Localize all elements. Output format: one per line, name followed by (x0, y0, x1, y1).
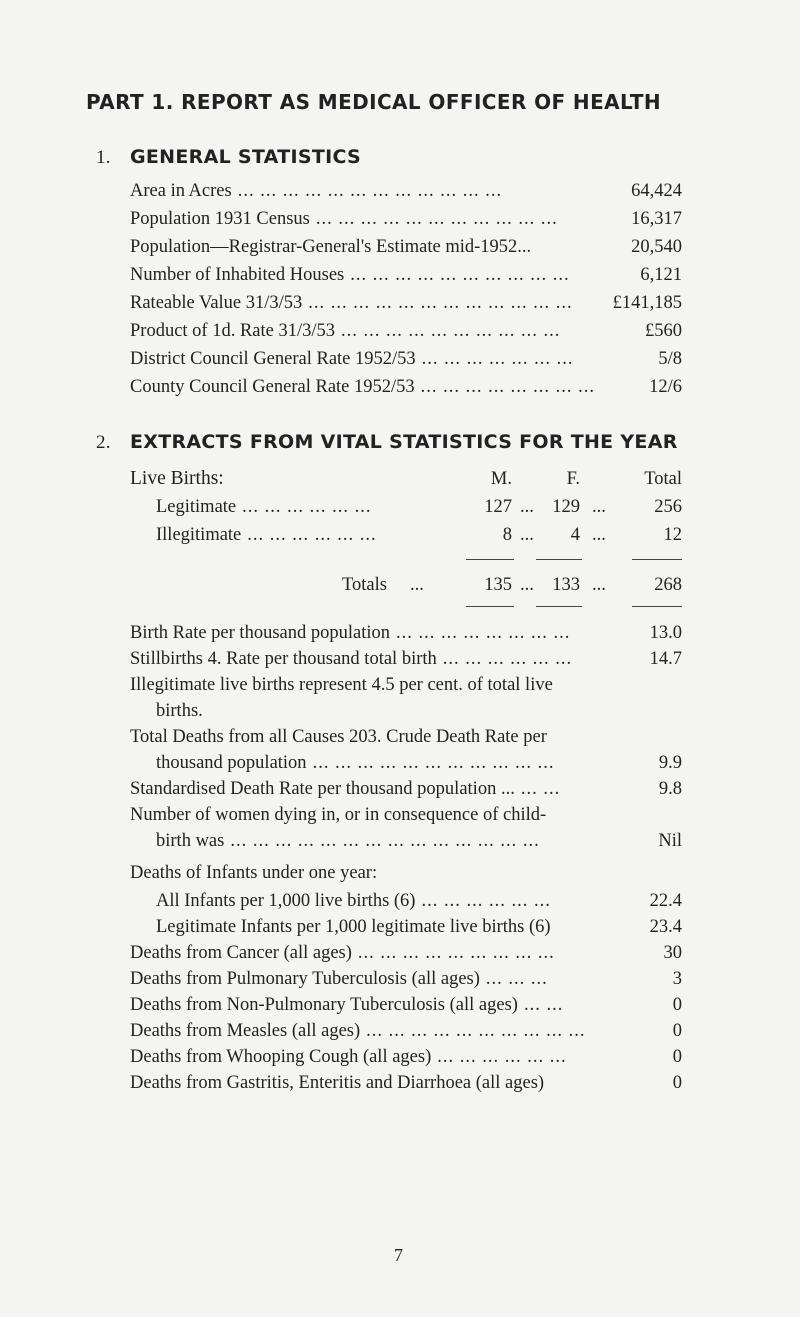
stat-row-county-rate (130, 374, 682, 400)
stat-label: Population—Registrar-General's Estimate mid-1952... (130, 237, 532, 257)
births-totals-label: Totals (342, 575, 387, 595)
stat-value: £560 (645, 321, 682, 341)
cancer-deaths-label: Deaths from Cancer (all ages) (130, 943, 352, 963)
illegitimate-percent-line-1: Illegitimate live births represent 4.5 per cent. of total live (130, 675, 553, 695)
sum-rule (466, 559, 514, 560)
leader-dots (544, 1070, 669, 1096)
non-pulmonary-tb-row (130, 992, 682, 1018)
stat-row-district-rate (130, 346, 682, 372)
all-infants-label: All Infants per 1,000 live births (6) (156, 891, 416, 911)
pulmonary-tb-label: Deaths from Pulmonary Tuberculosis (all ages) (130, 969, 480, 989)
whooping-cough-value: 0 (672, 1047, 682, 1067)
stat-label: County Council General Rate 1952/53 (130, 377, 415, 397)
leader-dots: ... ... ... ... ... ... (437, 1047, 567, 1067)
sum-rule (632, 606, 682, 607)
leader-dots: ... ... ... ... ... ... ... (421, 349, 574, 369)
leader-dots: ... ... ... ... ... ... (421, 891, 551, 911)
stat-row-product-rate (130, 318, 682, 344)
births-illegitimate-label-row (156, 522, 464, 548)
birth-rate-row (130, 620, 682, 646)
births-illegitimate-total: 12 (663, 525, 682, 545)
births-totals-total: 268 (654, 575, 682, 595)
stat-value: 16,317 (631, 209, 682, 229)
col-header-m: M. (490, 469, 512, 489)
live-births-label: Live Births: (130, 468, 224, 489)
leader-dots: ... ... ... (485, 969, 548, 989)
col-sep: ... (592, 497, 606, 517)
births-legitimate-f: 129 (552, 497, 580, 517)
leader-dots: ... ... ... ... ... ... ... ... ... ... ... ... (308, 293, 573, 313)
section-2-number: 2. (96, 432, 111, 453)
stat-row-rateable-value (130, 290, 682, 316)
whooping-cough-row (130, 1044, 682, 1070)
stat-value: 6,121 (640, 265, 682, 285)
leader-dots: ... ... ... ... ... ... ... ... ... ... (341, 321, 561, 341)
leader-dots: ... ... ... ... ... ... (442, 649, 573, 669)
page-number: 7 (394, 1245, 403, 1265)
standardised-death-rate-label: Standardised Death Rate per thousand population ... (130, 779, 515, 799)
births-legitimate-label-row (156, 494, 464, 520)
maternal-deaths-label: birth was (156, 831, 225, 851)
stat-value: £141,185 (612, 293, 682, 313)
births-totals-f: 133 (552, 575, 580, 595)
leader-dots: ... ... ... ... ... ... ... ... ... ... (366, 1021, 586, 1041)
pulmonary-tb-value: 3 (672, 969, 682, 989)
col-sep: ... (410, 575, 424, 595)
births-legitimate-label: Legitimate (156, 497, 237, 517)
leader-dots: ... ... ... ... ... ... ... ... ... ... ... (312, 753, 555, 773)
section-2-title: EXTRACTS FROM VITAL STATISTICS FOR THE YEAR (130, 431, 678, 453)
stat-label: Population 1931 Census (130, 209, 310, 229)
stillbirths-row (130, 646, 682, 672)
gastritis-row (130, 1070, 682, 1096)
births-illegitimate-f: 4 (570, 525, 580, 545)
leader-dots: ... ... ... ... ... ... ... ... ... ... ... ... ... ... (230, 831, 540, 851)
leader-dots: ... ... ... ... ... ... ... ... (420, 377, 596, 397)
stat-value: 5/8 (658, 349, 682, 369)
maternal-deaths-value: Nil (658, 831, 682, 851)
maternal-deaths-row (156, 828, 682, 854)
all-infants-row (156, 888, 682, 914)
legitimate-infants-label: Legitimate Infants per 1,000 legitimate live births (6) (156, 917, 551, 937)
whooping-cough-label: Deaths from Whooping Cough (all ages) (130, 1047, 432, 1067)
total-deaths-line-1: Total Deaths from all Causes 203. Crude Death Rate per (130, 727, 547, 747)
section-1-heading (96, 146, 361, 169)
leader-dots (531, 234, 627, 260)
cancer-deaths-value: 30 (663, 943, 682, 963)
col-sep: ... (592, 575, 606, 595)
stat-value: 20,540 (631, 237, 682, 257)
pulmonary-tb-row (130, 966, 682, 992)
section-2-heading (96, 431, 678, 454)
sum-rule (632, 559, 682, 560)
gastritis-value: 0 (672, 1073, 682, 1093)
section-1-number: 1. (96, 147, 111, 168)
birth-rate-label: Birth Rate per thousand population (130, 623, 390, 643)
col-header-total: Total (644, 469, 682, 489)
col-header-f: F. (566, 469, 580, 489)
stat-label: Number of Inhabited Houses (130, 265, 345, 285)
stat-row-area (130, 178, 682, 204)
legitimate-infants-row (156, 914, 682, 940)
stat-label: Area in Acres (130, 181, 232, 201)
stat-label: District Council General Rate 1952/53 (130, 349, 416, 369)
illegitimate-percent-line-2: births. (156, 701, 203, 721)
leader-dots (551, 914, 646, 940)
section-1-title: GENERAL STATISTICS (130, 146, 362, 168)
leader-dots: ... ... ... ... ... ... (247, 525, 377, 545)
leader-dots: ... ... (523, 995, 564, 1015)
col-sep: ... (592, 525, 606, 545)
births-legitimate-total: 256 (654, 497, 682, 517)
maternal-deaths-line-1: Number of women dying in, or in consequence of child- (130, 805, 547, 825)
col-sep: ... (520, 525, 534, 545)
leader-dots: ... ... ... ... ... ... ... ... ... ... ... ... (237, 181, 503, 201)
stat-value: 12/6 (649, 377, 682, 397)
sum-rule (536, 559, 582, 560)
stat-label: Rateable Value 31/3/53 (130, 293, 303, 313)
stat-label: Product of 1d. Rate 31/3/53 (130, 321, 336, 341)
leader-dots: ... ... ... ... ... ... ... ... ... ... (350, 265, 570, 285)
measles-row (130, 1018, 682, 1044)
crude-death-rate-label: thousand population (156, 753, 307, 773)
stat-value: 64,424 (631, 181, 682, 201)
births-totals-m: 135 (484, 575, 512, 595)
leader-dots: ... ... ... ... ... ... ... ... ... (357, 943, 555, 963)
standardised-death-rate-value: 9.8 (658, 779, 682, 799)
non-pulmonary-tb-label: Deaths from Non-Pulmonary Tuberculosis (all ages) (130, 995, 518, 1015)
sum-rule (536, 606, 582, 607)
standardised-death-rate-row (130, 776, 682, 802)
crude-death-rate-value: 9.9 (658, 753, 682, 773)
leader-dots: ... ... ... ... ... ... ... ... (396, 623, 571, 643)
measles-label: Deaths from Measles (all ages) (130, 1021, 361, 1041)
gastritis-label: Deaths from Gastritis, Enteritis and Diarrhoea (all ages) (130, 1073, 545, 1093)
col-sep: ... (520, 575, 534, 595)
stat-row-population-estimate (130, 234, 682, 260)
leader-dots: ... ... (520, 779, 561, 799)
legitimate-infants-value: 23.4 (649, 917, 682, 937)
measles-value: 0 (672, 1021, 682, 1041)
leader-dots: ... ... ... ... ... ... (242, 497, 372, 517)
stillbirths-label: Stillbirths 4. Rate per thousand total birth (130, 649, 437, 669)
infant-deaths-heading: Deaths of Infants under one year: (130, 863, 378, 883)
non-pulmonary-tb-value: 0 (672, 995, 682, 1015)
births-illegitimate-label: Illegitimate (156, 525, 242, 545)
births-illegitimate-m: 8 (502, 525, 512, 545)
birth-rate-value: 13.0 (649, 623, 682, 643)
leader-dots: ... ... ... ... ... ... ... ... ... ... ... (315, 209, 558, 229)
all-infants-value: 22.4 (649, 891, 682, 911)
stat-row-population-census (130, 206, 682, 232)
crude-death-rate-row (156, 750, 682, 776)
stillbirths-value: 14.7 (649, 649, 682, 669)
births-legitimate-m: 127 (484, 497, 512, 517)
cancer-deaths-row (130, 940, 682, 966)
sum-rule (466, 606, 514, 607)
stat-row-inhabited-houses (130, 262, 682, 288)
col-sep: ... (520, 497, 534, 517)
part-title: PART 1. REPORT AS MEDICAL OFFICER OF HEALTH (86, 90, 662, 114)
